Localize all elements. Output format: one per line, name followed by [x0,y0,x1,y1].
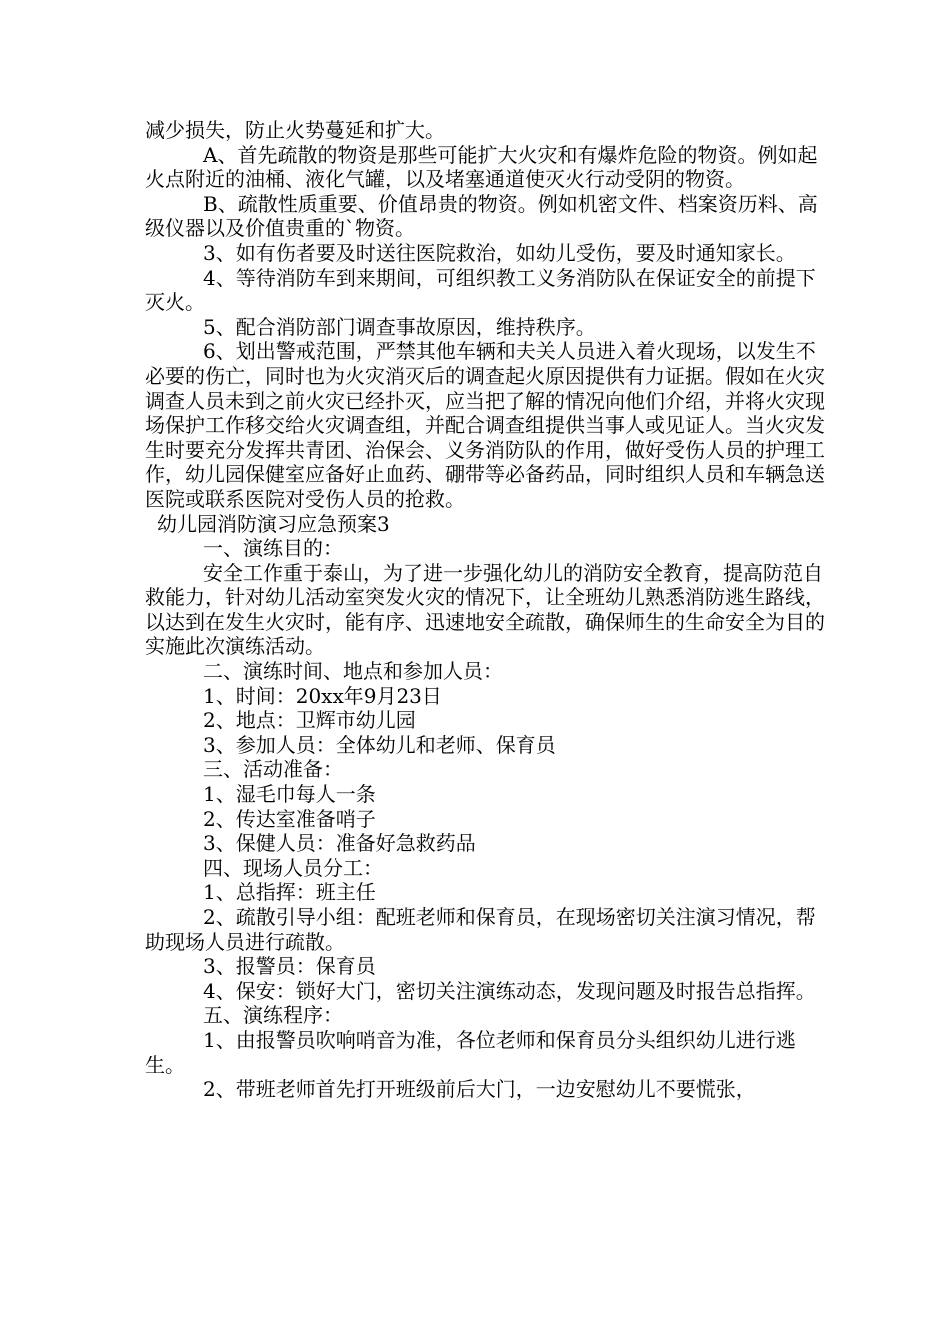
paragraph: 4、等待消防车到来期间，可组织教工义务消防队在保证安全的前提下灭火。 [145,265,816,315]
list-item: 3、报警员：保育员 [203,954,376,979]
list-item: 1、时间：20xx年9月23日 [203,683,442,708]
section-heading: 五、演练程序： [203,1003,343,1028]
list-item: 4、保安：锁好大门，密切关注演练动态，发现问题及时报告总指挥。 [203,978,816,1003]
list-item: 2、疏散引导小组：配班老师和保育员，在现场密切关注演习情况，帮助现场人员进行疏散。 [145,905,816,954]
section-heading: 三、活动准备： [203,757,343,782]
paragraph: A、首先疏散的物资是那些可能扩大火灾和有爆炸危险的物资。例如起火点附近的油桶、液化气罐，以及堵塞通道使灭火行动受阴的物资。 [145,142,818,192]
section-heading: 四、现场人员分工： [203,855,383,880]
list-item: 2、传达室准备哨子 [203,806,376,831]
list-item: 1、湿毛巾每人一条 [203,782,376,807]
section-heading: 一、演练目的： [203,536,343,561]
list-item: 3、保健人员：准备好急救药品 [203,831,476,856]
list-item: 2、地点：卫辉市幼儿园 [203,708,416,733]
section-title: 幼儿园消防演习应急预案3 [157,511,390,536]
paragraph: 减少损失，防止火势蔓延和扩大。 [145,118,445,142]
document-body [145,118,825,1102]
list-item: 3、参加人员：全体幼儿和老师、保育员 [203,732,556,757]
list-item: 2、带班老师首先打开班级前后大门，一边安慰幼儿不要慌张， [203,1077,756,1102]
paragraph: 安全工作重于泰山，为了进一步强化幼儿的消防安全教育，提高防范自救能力，针对幼儿活动室突发火灾的情况下，让全班幼儿熟悉消防逃生路线，以达到在发生火灾时，能有序、迅速地安全疏散，确保师生的生命安全为目的实施此次演练活动。 [145,560,825,659]
list-item: 1、总指挥：班主任 [203,880,376,905]
paragraph: 6、划出警戒范围，严禁其他车辆和夫关人员进入着火现场，以发生不必要的伤亡，同时也为火灾消灭后的调查起火原因提供有力证据。假如在火灾调查人员未到之前火灾已经扑灭，应当把了解的情况向他们介绍，并将火灾现场保护工作移交给火灾调查组，并配合调查组提供当事人或见证人。当火灾发生时要充分发挥共青团、治保会、义务消防队的作用，做好受伤人员的护理工作，幼儿园保健室应备好止血药、硼带等必备药品，同时组织人员和车辆急送医院或联系医院对受伤人员的抢救。 [145,339,825,511]
paragraph: B、疏散性质重要、价值昂贵的物资。例如机密文件、档案资历料、高级仪器以及价值贵重的`物资。 [145,191,818,241]
paragraph: 5、配合消防部门调查事故原因，维持秩序。 [203,314,596,339]
list-item: 1、由报警员吹响哨音为准，各位老师和保育员分头组织幼儿进行逃生。 [145,1027,796,1077]
paragraph: 3、如有伤者要及时送往医院救治，如幼儿受伤，要及时通知家长。 [203,240,796,265]
section-heading: 二、演练时间、地点和参加人员： [203,659,503,684]
